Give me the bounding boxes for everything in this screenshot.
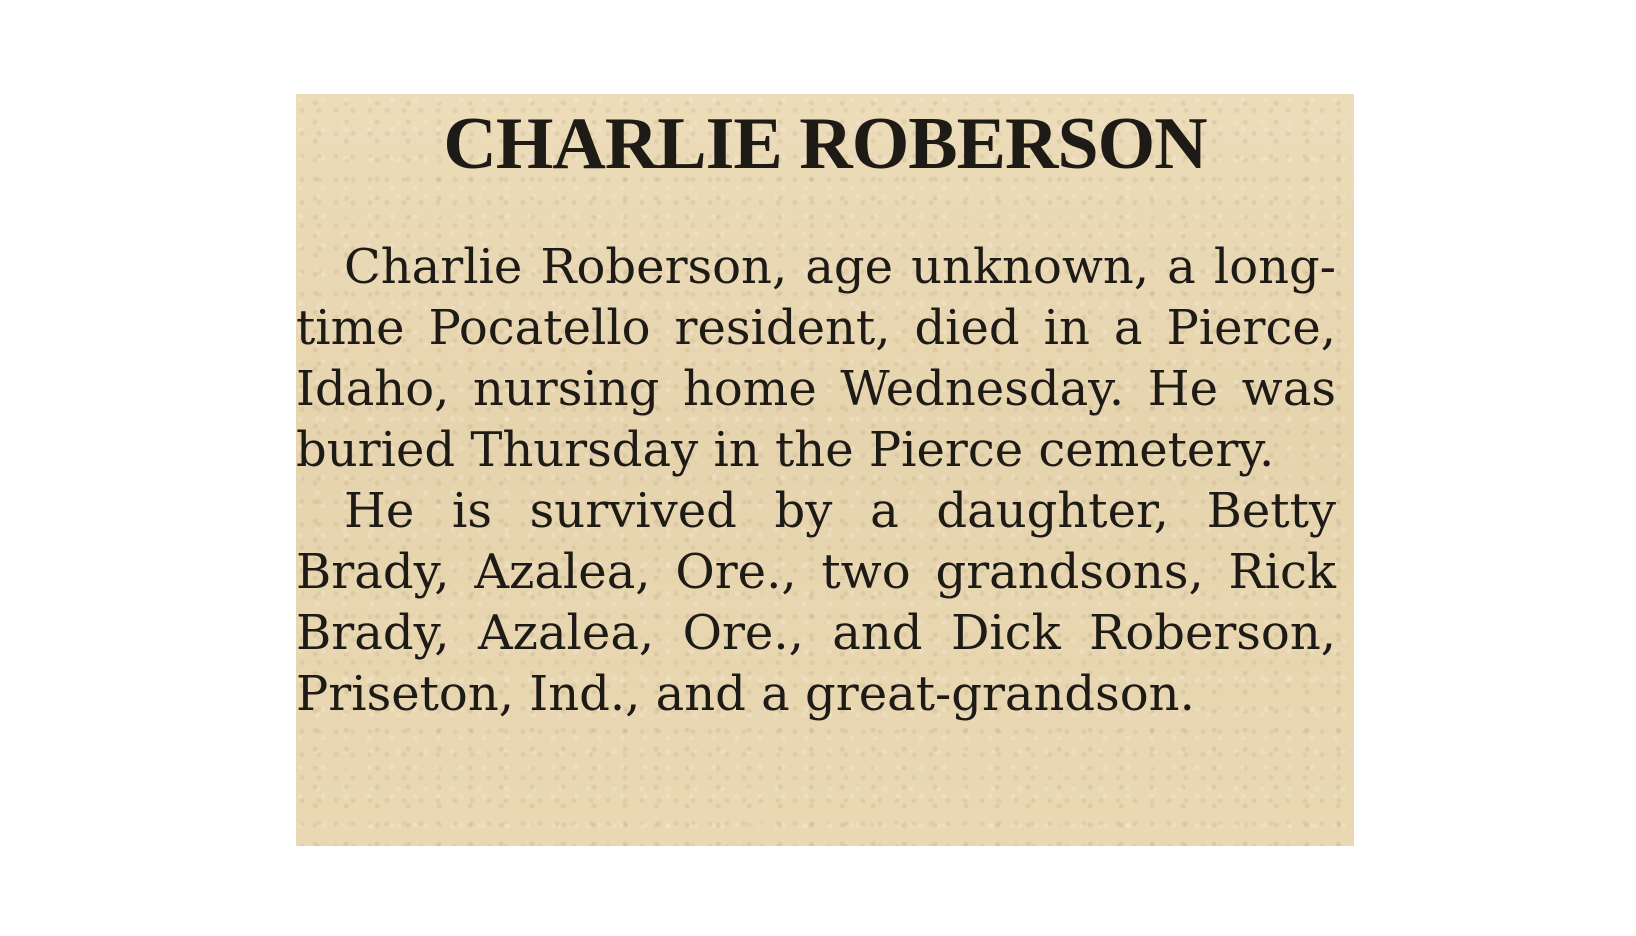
newspaper-clipping [296, 94, 1354, 846]
obituary-paragraph-death: Charlie Roberson, age unknown, a long-time Pocatello resident, died in a Pierce, Idaho, nursing home Wednesday. He was buried Thursday in the Pierce cemetery. [296, 239, 1336, 478]
obituary-body [296, 237, 1336, 725]
obituary-headline: CHARLIE ROBERSON [443, 103, 1207, 185]
obituary-paragraph-survivors: He is survived by a daughter, Betty Brady, Azalea, Ore., two grandsons, Rick Brady, Azalea, Ore., and Dick Roberson, Priseton, Ind., and a great-grandson. [296, 483, 1336, 722]
